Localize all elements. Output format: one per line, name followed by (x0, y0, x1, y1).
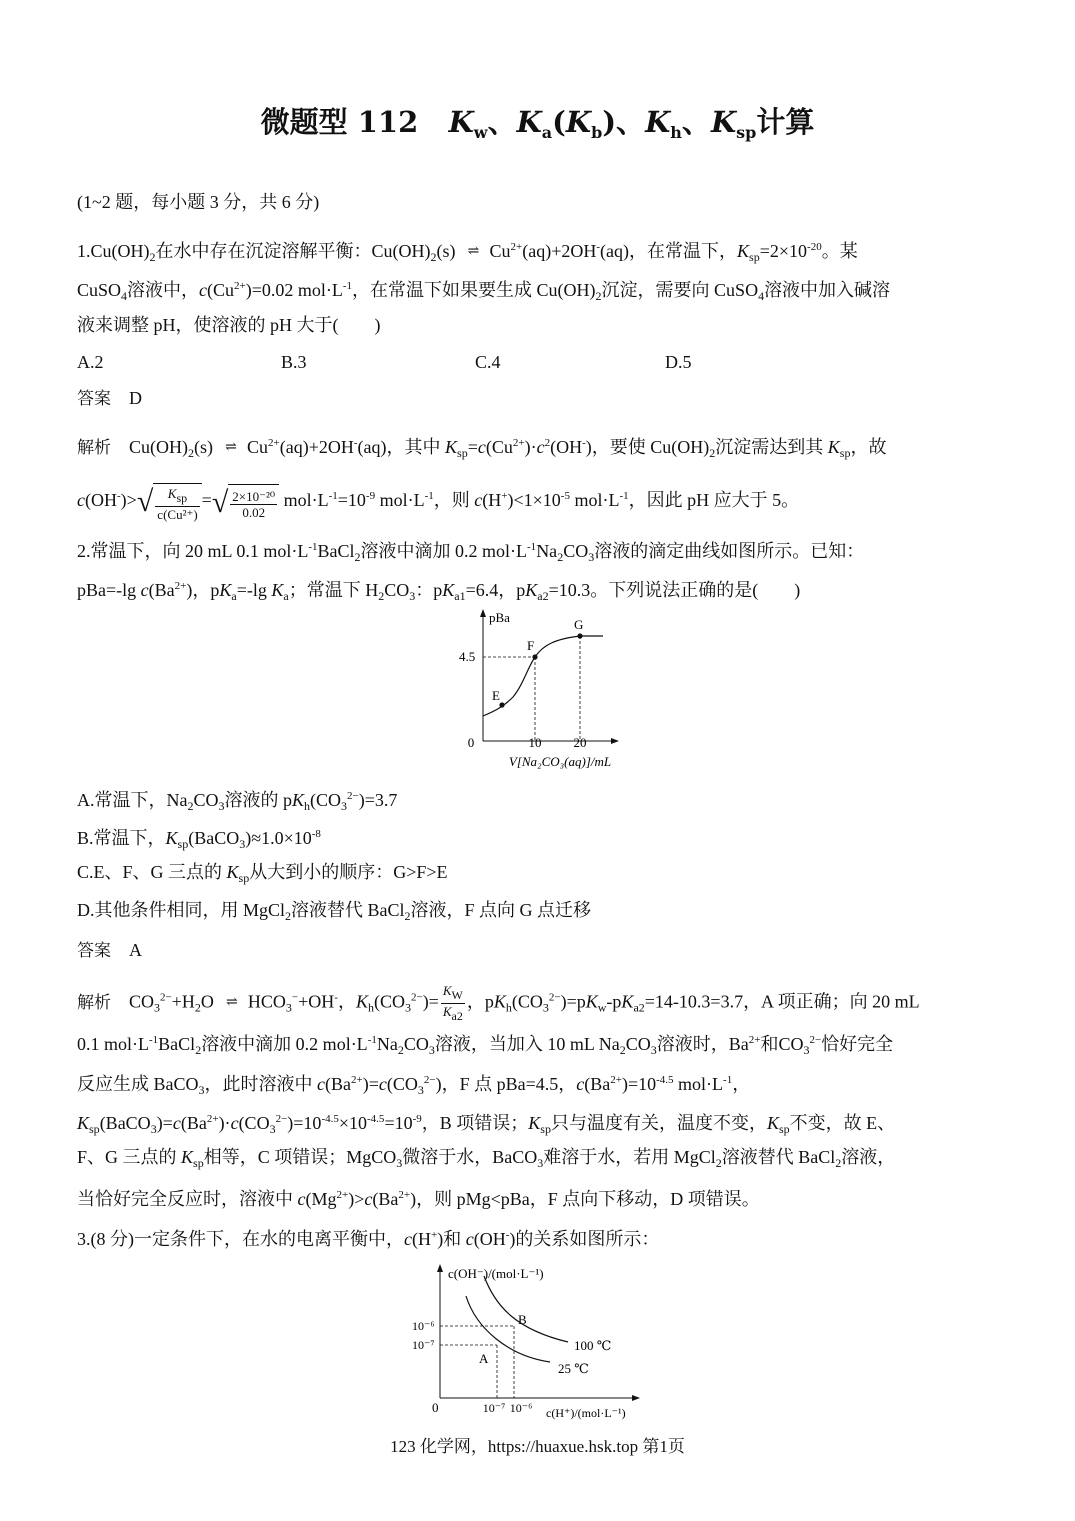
q1-stem-line2: CuSO$_4$溶液中，$c(Cu^{2+})=0.02$ $mol\cdot L^{-1}$，在常温下如果要生成 $Cu(OH)_2$沉淀，需要向 CuSO$_4$溶液中加入碱溶 (77, 280, 891, 303)
q2-option-d: D.其他条件相同，用 MgCl$_2$溶液替代 BaCl$_2$溶液，F 点向 G 点迁移 (77, 900, 592, 923)
q2-analysis-line5: F、G 三点的 $K_{sp}$相等，C 项错误；MgCO$_3$微溶于水，BaCO$_3$难溶于水，若用 MgCl$_2$溶液替代 BaCl$_2$溶液， (77, 1147, 896, 1170)
point-g (577, 633, 582, 638)
x-tick-20: 20 (573, 735, 587, 750)
equilibrium-arrow: ⇌ (225, 440, 235, 455)
q3-stem: 3.(8 分)一定条件下，在水的电离平衡中，c(H+)和 c(OH-)的关系如图所示： (77, 1229, 660, 1249)
legend-100c: 100 ℃ (574, 1338, 612, 1353)
q1-answer: 答案 D (77, 388, 142, 409)
water-ionization-chart (408, 1258, 668, 1428)
label-b: B (518, 1312, 527, 1327)
q1-analysis-line1: 解析 $Cu(OH)_2(s)$ ⇌ $Cu^{2+}(aq)+2OH^-(aq)$，其中 $K_{sp}=c(Cu^{2+})\cdot c^2(OH^-)$，要使 $Cu(OH)_2$沉淀需达到其 $K_{sp}$，故 (77, 437, 887, 460)
x-tick-1e-6: 10⁻⁶ (509, 1401, 533, 1415)
q2-analysis-line3: 反应生成 BaCO$_3$，此时溶液中 $c(Ba^{2+})=c(CO_3^{2-})$，F 点 pBa=4.5，$c(Ba^{2+})=10^{-4.5}$ $mol\cdot L^{-1}$， (77, 1074, 751, 1097)
x-tick-10: 10 (528, 735, 542, 750)
q1-stem-line1: $1.Cu(OH)_2$在水中存在沉淀溶解平衡：$Cu(OH)_2(s)$ ⇌ $Cu^{2+}(aq)+2OH^-(aq)$，在常温下，$K_{sp}=2\times 10^{-20}$。某 (77, 241, 858, 264)
y-tick-4-5: 4.5 (459, 649, 476, 664)
page-title: 微题型 112 $K_w$、$K_a(K_b)$、$K_h$、$K_{sp}$计算 (260, 105, 815, 142)
y-axis-label: pBa (489, 610, 510, 625)
q1-stem-line3: 液来调整 pH，使溶液的 pH 大于( ) (77, 315, 381, 335)
q1-analysis-line2: c(OH-)>√ $\frac{K_{sp}}{\text{c(Cu²⁺)}}$ =√ $\frac{\text{2×10⁻²⁰}}{0.02}$ $mol\cdot L^{-1}=10^{-9}$ $mol\cdot L^{-1}$，则 $c(H^+)<1\times 10^{-5}$ $mol\cdot L^{-1}$，因此 pH 应大于 5。 (77, 478, 1007, 522)
q1-option-b: B.3 (281, 352, 307, 372)
label-e: E (492, 688, 500, 703)
x-tick-0: 0 (467, 735, 475, 750)
page-footer: 123 化学网，https://huaxue.hsk.top 第1页 (390, 1437, 685, 1456)
q2-analysis-line2: 0.1 $mol\cdot L^{-1}BaCl_2$溶液中滴加 0.2 $mol\cdot L^{-1}Na_2CO_3$溶液，当加入 10 mL $Na_2CO_3$溶液时，$Ba^{2+}$和$CO_3^{2-}$恰好完全 (77, 1034, 894, 1057)
y-axis-label: c(OH⁻)/(mol·L⁻¹) (448, 1266, 544, 1281)
y-tick-1e-6: 10⁻⁶ (412, 1319, 435, 1333)
q1-option-c: C.4 (475, 352, 501, 372)
y-axis-arrow (437, 1264, 443, 1272)
equilibrium-arrow: ⇌ (226, 994, 236, 1010)
q2-option-c: C.E、F、G 三点的 $K_{sp}$从大到小的顺序：G>F>E (77, 862, 448, 885)
label-a: A (479, 1351, 489, 1366)
q2-stem-line1: 2.常温下，向 20 mL 0.1 $mol\cdot L^{-1}BaCl_2$溶液中滴加 0.2 $mol\cdot L^{-1}Na_2CO_3$溶液的滴定曲线如图所示。已知： (77, 541, 865, 564)
point-e (499, 702, 504, 707)
sqrt-expression-2: √ $\frac{\text{2×10⁻²⁰}}{0.02}$ (212, 483, 279, 521)
x-axis-arrow (632, 1395, 640, 1401)
q2-answer: 答案 A (77, 940, 142, 961)
q2-option-a: A.常温下，$Na_2CO_3$溶液的 $pK_h(CO_3^{2-})=3.7$ (77, 790, 398, 813)
label-f: F (527, 638, 535, 653)
y-axis-arrow (480, 609, 486, 617)
section-intro: (1~2 题，每小题 3 分，共 6 分) (77, 192, 320, 212)
q1-option-a: A.2 (77, 352, 104, 372)
q2-analysis-line4: $K_{sp}(BaCO_3)=c(Ba^{2+})\cdot c(CO_3^{2-})=10^{-4.5}\times 10^{-4.5}=10^{-9}$，B 项错误；$K_{sp}$只与温度有关，温度不变，$K_{sp}$不变，故 E、 (77, 1113, 896, 1136)
q2-stem-line2: pBa=-lg $c(Ba^{2+})$，$pK_a=-\lg$ $K_a$；常温下 $H_2CO_3$：$pK_{a1}=6.4$，$pK_{a2}=10.3$。下列说法正确的是( ) (77, 580, 801, 603)
kw-over-ka2-fraction: $\frac{K_W}{K_{a2}}$ (442, 983, 463, 1023)
x-axis-label: c(H⁺)/(mol·L⁻¹) (546, 1406, 626, 1420)
y-tick-1e-7: 10⁻⁷ (412, 1338, 435, 1352)
titration-curve-chart (455, 605, 635, 775)
q2-option-b: B.常温下，$K_{sp}(BaCO_3)\approx 1.0\times 10^{-8}$ (77, 828, 321, 851)
label-g: G (574, 617, 584, 632)
equilibrium-arrow: ⇌ (467, 244, 478, 259)
x-axis-label: V[Na₂CO₃(aq)]/mL (508, 754, 612, 769)
origin-label: 0 (432, 1400, 439, 1415)
curve-100c (484, 1276, 568, 1342)
q2-analysis-line6: 当恰好完全反应时，溶液中 $c(Mg^{2+})>c(Ba^{2+})$，则 pMg<pBa，F 点向下移动，D 项错误。 (77, 1189, 760, 1209)
point-f (532, 654, 537, 659)
legend-25c: 25 ℃ (558, 1361, 589, 1376)
x-tick-1e-7: 10⁻⁷ (482, 1401, 506, 1415)
sqrt-expression-1: √ $\frac{K_{sp}}{\text{c(Cu²⁺)}}$ (137, 482, 202, 521)
x-axis-arrow (611, 738, 619, 744)
q2-analysis-line1: 解析 $CO_3^{2-}+H_2O$ ⇌ $HCO_3^-+OH^-$，$K_h(CO_3^{2-})=$ $\frac{K_W}{K_{a2}}$ ，$pK_h(CO_3^{2-})=pK_w-pK_{a2}=14-10.3=3.7$，A 项正确；向 20 mL (77, 983, 920, 1023)
q1-option-d: D.5 (665, 352, 692, 372)
